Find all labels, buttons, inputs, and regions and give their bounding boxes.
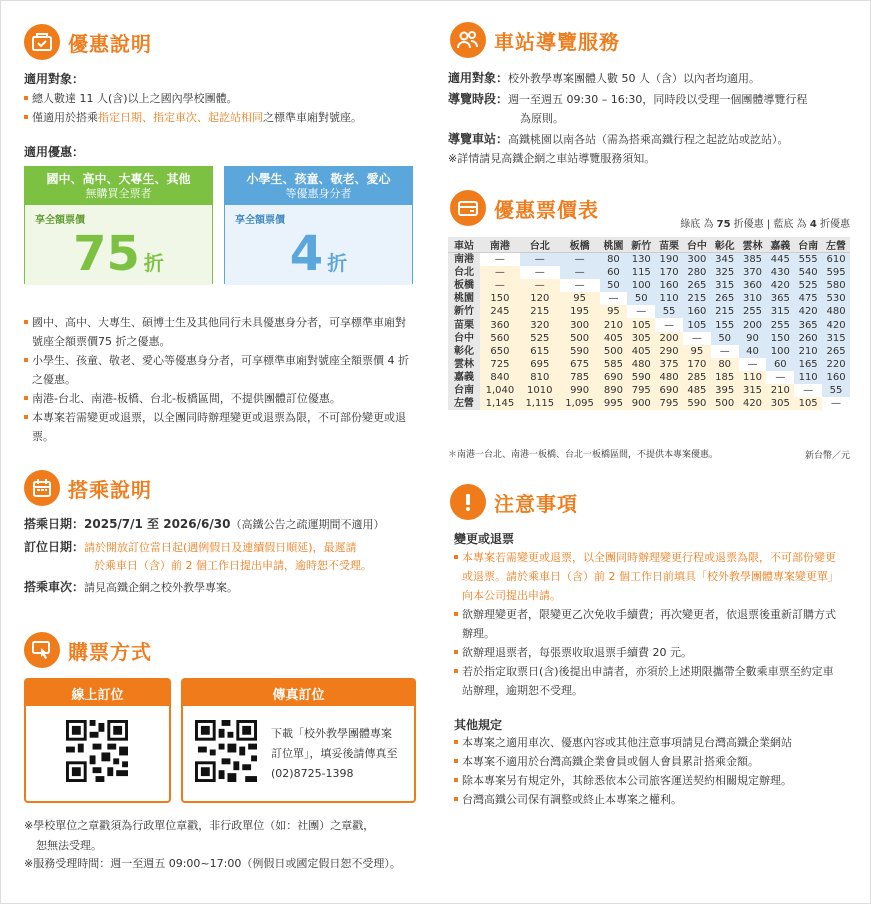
- fare-row: [448, 358, 850, 371]
- guide-station-label: 導覽車站：: [448, 132, 509, 146]
- fare-cell: 150: [480, 292, 520, 305]
- fare-cell: 265: [711, 292, 739, 305]
- fare-cell: 40: [739, 345, 767, 358]
- fare-cell: 315: [766, 305, 794, 318]
- purchase-note-1-line1: ※學校單位之章戳須為行政單位章戳，非行政單位（如：社團）之章戳，: [24, 819, 375, 832]
- fare-cell: 650: [480, 345, 520, 358]
- fare-cell: 500: [711, 397, 739, 410]
- purchase-header: [24, 630, 152, 670]
- discount-box-75-sub: 無購買全票者: [85, 187, 152, 200]
- fare-cell: 475: [794, 292, 822, 305]
- other-rules-item: 本專案不適用於台灣高鐵企業會員或個人會員累計搭乘金額。: [454, 752, 844, 771]
- fare-cell: 160: [655, 279, 683, 292]
- fare-row-station: 彰化: [448, 345, 480, 358]
- fare-cell: 795: [655, 397, 683, 410]
- fare-cell: 280: [683, 266, 711, 279]
- fare-cell: 525: [794, 279, 822, 292]
- fare-cell: —: [560, 253, 600, 267]
- exclamation-icon: [450, 484, 486, 520]
- fare-cell: 610: [822, 253, 850, 267]
- fare-cell: 445: [766, 253, 794, 267]
- fax-booking-title: 傳真訂位: [183, 680, 414, 706]
- fare-cell: 300: [683, 253, 711, 267]
- fare-cell: 50: [600, 279, 628, 292]
- fare-cell: 370: [739, 266, 767, 279]
- fare-cell: 530: [822, 292, 850, 305]
- fare-row: [448, 384, 850, 397]
- fare-row-station: 台中: [448, 332, 480, 345]
- legend-4: 4: [809, 219, 817, 230]
- fare-cell: 725: [480, 358, 520, 371]
- fare-row: [448, 332, 850, 345]
- other-rules-item: 除本專案另有規定外，其餘悉依本公司旅客運送契約相關規定辦理。: [454, 771, 844, 790]
- fare-col-header: 台北: [520, 237, 560, 253]
- fare-cell: 785: [560, 371, 600, 384]
- discount-box-4-body: [225, 205, 412, 285]
- discount-item-4: 本專案若需變更或退票，以全團同時辦理變更或退票為限，不可部份變更或退票。: [24, 408, 416, 446]
- discount-75-number: 75: [73, 226, 140, 282]
- discount-item-1: 國中、高中、大專生、碩博士生及其他同行未具優惠身分者，可享標準車廂對號座全額票價75 折之優惠。: [24, 313, 416, 351]
- wallet-icon: [450, 190, 486, 226]
- fare-cell: 100: [766, 345, 794, 358]
- discount-box-75-body: [25, 205, 212, 285]
- discount-box-4: [224, 166, 413, 284]
- fare-cell: 105: [683, 318, 711, 331]
- discount-box-75-title: 國中、高中、大專生、其他: [46, 172, 191, 186]
- fare-col-header: 台中: [683, 237, 711, 253]
- applicable-item-2-b: 之標準車廂對號座。: [263, 111, 362, 124]
- ride-header: [24, 468, 152, 508]
- fare-row-station: 台南: [448, 384, 480, 397]
- fare-cell: 1,145: [480, 397, 520, 410]
- fare-cell: 590: [627, 371, 655, 384]
- other-rules-item: 台灣高鐵公司保有調整或終止本專案之權利。: [454, 790, 844, 809]
- fare-cell: 690: [600, 371, 628, 384]
- discount-item-2: 小學生、孩童、敬老、愛心等優惠身分者，可享標準車廂對號座全額票價 4 折之優惠。: [24, 351, 416, 389]
- fare-row-station: 左營: [448, 397, 480, 410]
- change-refund-label: 變更或退票: [454, 532, 515, 546]
- fare-cell: 165: [794, 358, 822, 371]
- fare-col-header: 苗栗: [655, 237, 683, 253]
- legend-part-c: 折優惠 | 藍底 為: [733, 219, 807, 230]
- guide-target-row: [448, 69, 850, 88]
- guide-time-row: [448, 90, 850, 109]
- fare-cell: 80: [711, 358, 739, 371]
- fare-cell: —: [803, 384, 814, 396]
- fare-cell: 405: [600, 332, 628, 345]
- ride-date-note: （高鐵公告之疏運期間不適用）: [230, 518, 385, 531]
- guide-header: [450, 20, 620, 60]
- other-rules-label: 其他規定: [454, 718, 503, 732]
- fare-cell: 555: [794, 253, 822, 267]
- fare-cell: 210: [600, 318, 628, 331]
- fare-cell: 215: [520, 305, 560, 318]
- fare-cell: 585: [600, 358, 628, 371]
- ride-book-line2: 於乘車日（含）前 2 個工作日提出申請，逾時恕不受理。: [94, 559, 372, 572]
- fare-cell: 890: [600, 384, 628, 397]
- applicable-label: 適用對象：: [24, 72, 85, 86]
- guide-time-line1: 週一至週五 09:30 – 16:30，同時段以受理一個團體導覽行程: [508, 93, 808, 106]
- ride-train-value: 請見高鐵企網之校外教學專案。: [84, 581, 239, 594]
- fare-cell: 170: [655, 266, 683, 279]
- fare-row: [448, 397, 850, 410]
- fax-line-1: 下載「校外教學團體專案: [271, 727, 392, 740]
- fare-row-station: 南港: [448, 253, 480, 267]
- fare-col-header: 南港: [480, 237, 520, 253]
- discount-item-3: 南港-台北、南港-板橋、台北-板橋區間，不提供團體訂位優惠。: [24, 389, 416, 408]
- fare-cell: 500: [600, 345, 628, 358]
- online-booking-box[interactable]: [24, 678, 171, 803]
- fare-cell: 695: [520, 358, 560, 371]
- discount-header: [24, 22, 152, 62]
- fare-cell: 195: [560, 305, 600, 318]
- fare-cell: 360: [480, 318, 520, 331]
- fare-cell: 160: [822, 371, 850, 384]
- fax-number[interactable]: (02)8725-1398: [271, 767, 354, 780]
- fare-col-header: 新竹: [627, 237, 655, 253]
- fare-cell: 260: [794, 332, 822, 345]
- fare-cell: 315: [822, 332, 850, 345]
- ride-title: 搭乘說明: [68, 477, 152, 502]
- fare-cell: 675: [560, 358, 600, 371]
- online-qr-code-icon[interactable]: [66, 720, 128, 782]
- discount-box-75: [24, 166, 213, 284]
- purchase-note-1: [24, 816, 444, 856]
- fare-cell: 615: [520, 345, 560, 358]
- fare-cell: 115: [627, 266, 655, 279]
- fare-cell: 95: [600, 305, 628, 318]
- fare-cell: 285: [683, 371, 711, 384]
- fare-cell: 315: [739, 384, 767, 397]
- fare-cell: 480: [822, 305, 850, 318]
- fare-cell: 265: [683, 279, 711, 292]
- fare-cell: 430: [766, 266, 794, 279]
- purchase-boxes: [24, 678, 416, 806]
- discount-75-unit: 折: [143, 251, 164, 275]
- fare-cell: 255: [766, 318, 794, 331]
- fare-cell: 170: [683, 358, 711, 371]
- fare-cell: 290: [655, 345, 683, 358]
- fare-cell: 120: [520, 292, 560, 305]
- fax-qr-code-icon[interactable]: [195, 720, 257, 782]
- fare-cell: 315: [711, 279, 739, 292]
- purchase-title: 購票方式: [68, 639, 152, 664]
- fare-cell: 200: [739, 318, 767, 331]
- fare-cell: 255: [739, 305, 767, 318]
- fare-cell: 110: [655, 292, 683, 305]
- fare-col-header: 台南: [794, 237, 822, 253]
- ride-book-label: 訂位日期：: [24, 540, 85, 554]
- fare-cell: 155: [711, 318, 739, 331]
- purchase-note-1-line2: 恕無法受理。: [36, 839, 102, 852]
- fare-cell: 220: [822, 358, 850, 371]
- fare-cell: 405: [627, 345, 655, 358]
- fare-cell: 265: [822, 345, 850, 358]
- fare-title: 優惠票價表: [494, 197, 599, 222]
- fare-cell: 365: [794, 318, 822, 331]
- fare-cell: 995: [600, 397, 628, 410]
- applicable-item-2-a: 僅適用於搭乘: [32, 111, 98, 124]
- guide-station-value: 高鐵桃園以南各站（需為搭乘高鐵行程之起訖站或訖站）。: [508, 133, 789, 146]
- fare-footnote: ＊南港一台北、南港一板橋、台北一板橋區間，不提供本專案優惠。: [448, 450, 719, 460]
- purchase-note-2: ※服務受理時間：週一至週五 09:00~17:00（例假日或國定假日恕不受理）。: [24, 857, 401, 870]
- fare-cell: —: [664, 319, 675, 331]
- guide-time-label: 導覽時段：: [448, 92, 509, 106]
- fare-row-station: 嘉義: [448, 371, 480, 384]
- offer-label: 適用優惠：: [24, 145, 85, 159]
- fax-booking-box[interactable]: [181, 678, 416, 803]
- fare-cell: 420: [794, 305, 822, 318]
- ticket-icon: [24, 24, 60, 60]
- fare-row-station: 板橋: [448, 279, 480, 292]
- fax-line-2: 訂位單」，填妥後請傳真至: [271, 747, 398, 760]
- fare-cell: 500: [560, 332, 600, 345]
- fare-cell: 190: [655, 253, 683, 267]
- fare-cell: 375: [655, 358, 683, 371]
- discount-box-75-head: [25, 167, 212, 205]
- fare-cell: 150: [766, 332, 794, 345]
- fare-table-header: [448, 237, 850, 253]
- discount-box-4-share: 享全額票價: [235, 215, 285, 226]
- change-refund-list: [454, 548, 844, 700]
- fare-row: [448, 318, 850, 331]
- fare-cell: 365: [766, 292, 794, 305]
- group-people-icon: [450, 22, 486, 58]
- legend-part-a: 綠底 為: [680, 219, 714, 230]
- fare-cell: 1,040: [480, 384, 520, 397]
- fax-instructions: [271, 724, 398, 784]
- discount-box-75-share: 享全額票價: [35, 215, 85, 226]
- fare-cell: 210: [766, 384, 794, 397]
- other-rules-item: 本專案之適用車次、優惠內容或其他注意事項請見台灣高鐵企業網站: [454, 733, 844, 752]
- fare-cell: 1010: [520, 384, 560, 397]
- fare-cell: 590: [683, 397, 711, 410]
- fare-row: [448, 305, 850, 318]
- discount-box-4-head: [225, 167, 412, 205]
- fare-cell: 110: [739, 371, 767, 384]
- fare-cell: 420: [822, 318, 850, 331]
- fare-col-header: 雲林: [739, 237, 767, 253]
- discount-4-unit: 折: [327, 251, 348, 275]
- fare-cell: 345: [711, 253, 739, 267]
- fare-cell: 105: [794, 397, 822, 410]
- fare-cell: 55: [655, 305, 683, 318]
- fare-cell: 95: [683, 345, 711, 358]
- fare-cell: 160: [683, 305, 711, 318]
- fare-cell: —: [480, 266, 520, 279]
- notice-title: 注意事項: [494, 491, 578, 516]
- fare-cell: 105: [627, 318, 655, 331]
- fare-cell: 480: [655, 371, 683, 384]
- fare-cell: —: [520, 253, 560, 267]
- fare-row-station: 台北: [448, 266, 480, 279]
- fare-cell: 1,115: [520, 397, 560, 410]
- fare-cell: 320: [520, 318, 560, 331]
- fare-cell: 690: [655, 384, 683, 397]
- fare-cell: 300: [560, 318, 600, 331]
- fare-legend: [680, 215, 850, 230]
- other-rules-list: [454, 733, 844, 809]
- fare-cell: 310: [739, 292, 767, 305]
- fare-cell: 50: [627, 292, 655, 305]
- fare-cell: 325: [711, 266, 739, 279]
- fare-cell: 810: [520, 371, 560, 384]
- fare-cell: 215: [711, 305, 739, 318]
- ride-date-value: 2025/7/1 至 2026/6/30: [84, 517, 231, 531]
- fare-col-header: 桃園: [600, 237, 628, 253]
- applicable-item-1: 總人數達 11 人(含)以上之國內學校團體。: [24, 89, 432, 108]
- change-refund-item: 欲辦理變更者，限變更乙次免收手續費；再次變更者，依退票後重新訂購方式辦理。: [454, 605, 844, 643]
- fare-table: [448, 237, 850, 410]
- change-refund-item: 欲辦理退票者，每張票收取退票手續費 20 元。: [454, 643, 844, 662]
- fare-cell: 200: [655, 332, 683, 345]
- fare-currency: 新台幣／元: [804, 451, 850, 461]
- discount-items: [24, 313, 416, 446]
- fare-cell: 485: [683, 384, 711, 397]
- fare-cell: 185: [711, 371, 739, 384]
- fare-header: [450, 188, 599, 228]
- fare-cell: —: [636, 306, 647, 318]
- fare-row-station: 苗栗: [448, 318, 480, 331]
- fare-cell: 560: [480, 332, 520, 345]
- fare-cell: 900: [627, 397, 655, 410]
- fare-row: [448, 371, 850, 384]
- notice-header: [450, 482, 578, 522]
- fare-row-station: 桃園: [448, 292, 480, 305]
- fare-cell: —: [574, 280, 585, 292]
- fare-cell: 385: [739, 253, 767, 267]
- guide-station-row: [448, 130, 850, 149]
- fare-row: [448, 266, 850, 279]
- fare-cell: —: [719, 345, 730, 357]
- online-booking-title: 線上訂位: [26, 680, 169, 706]
- fare-cell: 795: [627, 384, 655, 397]
- fare-cell: 245: [480, 305, 520, 318]
- fare-cell: 360: [739, 279, 767, 292]
- fare-col-header: 板橋: [560, 237, 600, 253]
- fare-cell: 110: [794, 371, 822, 384]
- ride-train-row: [24, 578, 424, 597]
- fare-cell: —: [534, 267, 545, 279]
- fare-cell: —: [831, 398, 842, 410]
- fare-cell: 990: [560, 384, 600, 397]
- fare-row: [448, 345, 850, 358]
- change-refund-item: 本專案若需變更或退票，以全團同時辦理變更行程或退票為限，不可部份變更或退票。請於乘車日（含）前 2 個工作日前填具「校外教學團體專案變更單」向本公司提出申請。: [454, 548, 844, 605]
- change-refund-item: 若於指定取票日(含)後提出申請者，亦須於上述期限攜帶全數乘車票至約定車站辦理，逾期恕不受理。: [454, 662, 844, 700]
- legend-75: 75: [716, 219, 731, 230]
- fare-cell: 100: [627, 279, 655, 292]
- fare-cell: 305: [766, 397, 794, 410]
- guide-note: ※詳情請見高鐵企網之車站導覽服務須知。: [448, 152, 656, 165]
- fare-cell: —: [608, 293, 619, 305]
- discount-4-number: 4: [289, 226, 324, 282]
- fare-cell: 1,095: [560, 397, 600, 410]
- calendar-icon: [24, 470, 60, 506]
- guide-target-label: 適用對象：: [448, 71, 509, 85]
- fare-cell: 590: [560, 345, 600, 358]
- fare-row: [448, 292, 850, 305]
- fare-cell: 80: [600, 253, 628, 267]
- fare-cell: 90: [739, 332, 767, 345]
- discount-title: 優惠說明: [68, 31, 152, 56]
- discount-box-4-title: 小學生、孩童、敬老、愛心: [246, 172, 391, 186]
- guide-title: 車站導覽服務: [494, 29, 620, 54]
- fare-col-header: 彰化: [711, 237, 739, 253]
- fare-cell: —: [747, 358, 758, 370]
- fare-cell: 50: [711, 332, 739, 345]
- fare-cell: 95: [560, 292, 600, 305]
- fare-cell: 840: [480, 371, 520, 384]
- fare-row: [448, 253, 850, 267]
- applicable-item-2-highlight: 指定日期、指定車次、起訖站相同: [98, 111, 263, 124]
- fare-cell: 595: [822, 266, 850, 279]
- ride-book-row: [24, 538, 424, 557]
- fare-cell: 55: [822, 384, 850, 397]
- fare-cell: 60: [766, 358, 794, 371]
- fare-cell: 420: [739, 397, 767, 410]
- fare-cell: —: [560, 266, 600, 279]
- fare-cell: 305: [627, 332, 655, 345]
- fare-col-header: 嘉義: [766, 237, 794, 253]
- hand-click-icon: [24, 632, 60, 668]
- legend-part-e: 折優惠: [820, 219, 850, 230]
- fare-cell: —: [775, 371, 786, 383]
- fare-cell: 480: [627, 358, 655, 371]
- applicable-item-2: [24, 108, 432, 127]
- fare-table-wrap: [448, 237, 850, 440]
- ride-date-row: [24, 515, 424, 534]
- fare-cell: 395: [711, 384, 739, 397]
- fare-cell: —: [520, 279, 560, 292]
- fare-cell: 525: [520, 332, 560, 345]
- fare-col-header: 左營: [822, 237, 850, 253]
- fare-cell: 210: [794, 345, 822, 358]
- guide-target-value: 校外教學專案團體人數 50 人（含）以內者均適用。: [508, 72, 761, 85]
- fare-cell: —: [494, 254, 505, 266]
- fare-cell: 540: [794, 266, 822, 279]
- fare-cell: 60: [600, 266, 628, 279]
- fare-row: [448, 279, 850, 292]
- ride-date-label: 搭乘日期：: [24, 517, 85, 531]
- fare-cell: 580: [822, 279, 850, 292]
- fare-cell: —: [480, 279, 520, 292]
- fare-cell: 130: [627, 253, 655, 267]
- guide-time-line2: 為原則。: [520, 112, 564, 125]
- fare-cell: 420: [766, 279, 794, 292]
- fare-corner: 車站: [448, 237, 480, 253]
- ride-book-line1: 請於開放訂位當日起(遇例假日及連續假日順延)，最遲請: [84, 541, 357, 554]
- fare-row-station: 雲林: [448, 358, 480, 371]
- fare-cell: —: [691, 332, 702, 344]
- fare-cell: 215: [683, 292, 711, 305]
- fare-row-station: 新竹: [448, 305, 480, 318]
- discount-box-4-sub: 等優惠身分者: [285, 187, 352, 200]
- ride-train-label: 搭乘車次：: [24, 580, 85, 594]
